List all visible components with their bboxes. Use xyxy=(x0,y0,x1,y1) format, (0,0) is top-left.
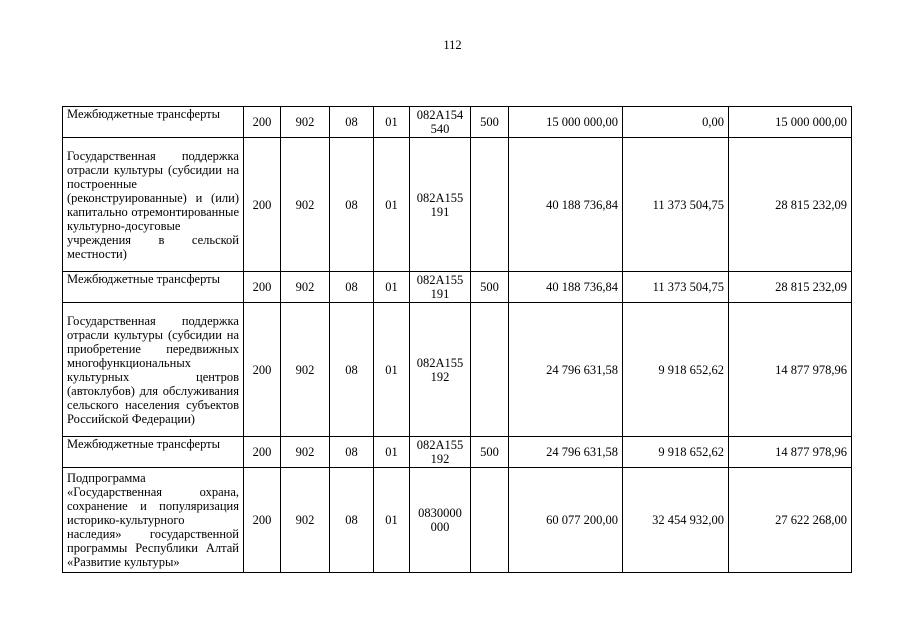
cell-target-code xyxy=(410,303,471,437)
cell-vr xyxy=(471,303,509,437)
cell-col3: 08 xyxy=(330,303,374,437)
cell-target-code xyxy=(410,468,471,573)
cell-amount2: 9 918 652,62 xyxy=(623,437,729,468)
cell-col4: 01 xyxy=(374,138,410,272)
cell-amount2: 32 454 932,00 xyxy=(623,468,729,573)
cell-col3: 08 xyxy=(330,272,374,303)
cell-amount2: 11 373 504,75 xyxy=(623,138,729,272)
cell-vr: 500 xyxy=(471,272,509,303)
row-name: Подпрограмма «Государственная охрана, сохранение и популяризация историко-культурного наследия» государственной программы Республики Алтай «Развитие культуры» xyxy=(63,468,244,573)
table-row xyxy=(63,272,852,303)
cell-col3: 08 xyxy=(330,468,374,573)
cell-col3: 08 xyxy=(330,107,374,138)
cell-col4: 01 xyxy=(374,107,410,138)
cell-col1: 200 xyxy=(244,107,281,138)
cell-col2: 902 xyxy=(281,107,330,138)
cell-amount1: 40 188 736,84 xyxy=(509,138,623,272)
cell-amount1: 60 077 200,00 xyxy=(509,468,623,573)
code-line1: 082A155 xyxy=(416,438,464,452)
cell-col2: 902 xyxy=(281,303,330,437)
cell-col4: 01 xyxy=(374,437,410,468)
code-line1: 082A155 xyxy=(416,273,464,287)
code-line1: 082A155 xyxy=(416,190,464,205)
code-line2: 540 xyxy=(430,122,450,136)
row-name: Государственная поддержка отрасли культуры (субсидии на построенные (реконструированные) и (или) капитально отремонтированные культурно-досуговые учреждения в сельской местности) xyxy=(63,138,244,272)
cell-amount3: 27 622 268,00 xyxy=(729,468,852,573)
cell-amount1: 24 796 631,58 xyxy=(509,303,623,437)
cell-col4: 01 xyxy=(374,303,410,437)
table-row xyxy=(63,138,852,272)
row-name: Государственная поддержка отрасли культуры (субсидии на приобретение передвижных многофункциональных культурных центров (автоклубов) для обслуживания сельского населения субъектов Российской Федерации) xyxy=(63,303,244,437)
cell-col2: 902 xyxy=(281,468,330,573)
budget-table xyxy=(62,106,852,573)
cell-col1: 200 xyxy=(244,468,281,573)
code-line2: 191 xyxy=(430,204,450,219)
code-line1: 082A155 xyxy=(416,355,464,370)
page-number: 112 xyxy=(443,38,462,52)
cell-amount3: 15 000 000,00 xyxy=(729,107,852,138)
cell-amount3: 28 815 232,09 xyxy=(729,272,852,303)
cell-col3: 08 xyxy=(330,138,374,272)
cell-amount1: 24 796 631,58 xyxy=(509,437,623,468)
cell-amount1: 15 000 000,00 xyxy=(509,107,623,138)
code-line2: 192 xyxy=(430,369,450,384)
cell-target-code xyxy=(410,437,471,468)
code-line1: 0830000 xyxy=(418,506,462,520)
cell-col1: 200 xyxy=(244,437,281,468)
cell-vr xyxy=(471,468,509,573)
cell-col1: 200 xyxy=(244,303,281,437)
row-name: Межбюджетные трансферты xyxy=(63,272,244,303)
table-row xyxy=(63,107,852,138)
cell-col1: 200 xyxy=(244,272,281,303)
cell-amount2: 9 918 652,62 xyxy=(623,303,729,437)
cell-col2: 902 xyxy=(281,437,330,468)
cell-amount3: 28 815 232,09 xyxy=(729,138,852,272)
cell-col2: 902 xyxy=(281,138,330,272)
cell-amount1: 40 188 736,84 xyxy=(509,272,623,303)
table-row xyxy=(63,468,852,573)
cell-target-code xyxy=(410,272,471,303)
cell-col2: 902 xyxy=(281,272,330,303)
cell-col3: 08 xyxy=(330,437,374,468)
cell-amount3: 14 877 978,96 xyxy=(729,437,852,468)
cell-amount2: 11 373 504,75 xyxy=(623,272,729,303)
code-line2: 192 xyxy=(430,452,450,466)
cell-col4: 01 xyxy=(374,468,410,573)
code-line2: 000 xyxy=(430,520,450,534)
table-row xyxy=(63,437,852,468)
code-line2: 191 xyxy=(430,287,450,301)
cell-vr: 500 xyxy=(471,107,509,138)
table-row xyxy=(63,303,852,437)
code-line1: 082A154 xyxy=(416,108,464,122)
cell-amount2: 0,00 xyxy=(623,107,729,138)
cell-amount3: 14 877 978,96 xyxy=(729,303,852,437)
cell-vr: 500 xyxy=(471,437,509,468)
cell-col1: 200 xyxy=(244,138,281,272)
row-name: Межбюджетные трансферты xyxy=(63,107,244,138)
cell-vr xyxy=(471,138,509,272)
row-name: Межбюджетные трансферты xyxy=(63,437,244,468)
cell-col4: 01 xyxy=(374,272,410,303)
cell-target-code xyxy=(410,138,471,272)
cell-target-code xyxy=(410,107,471,138)
